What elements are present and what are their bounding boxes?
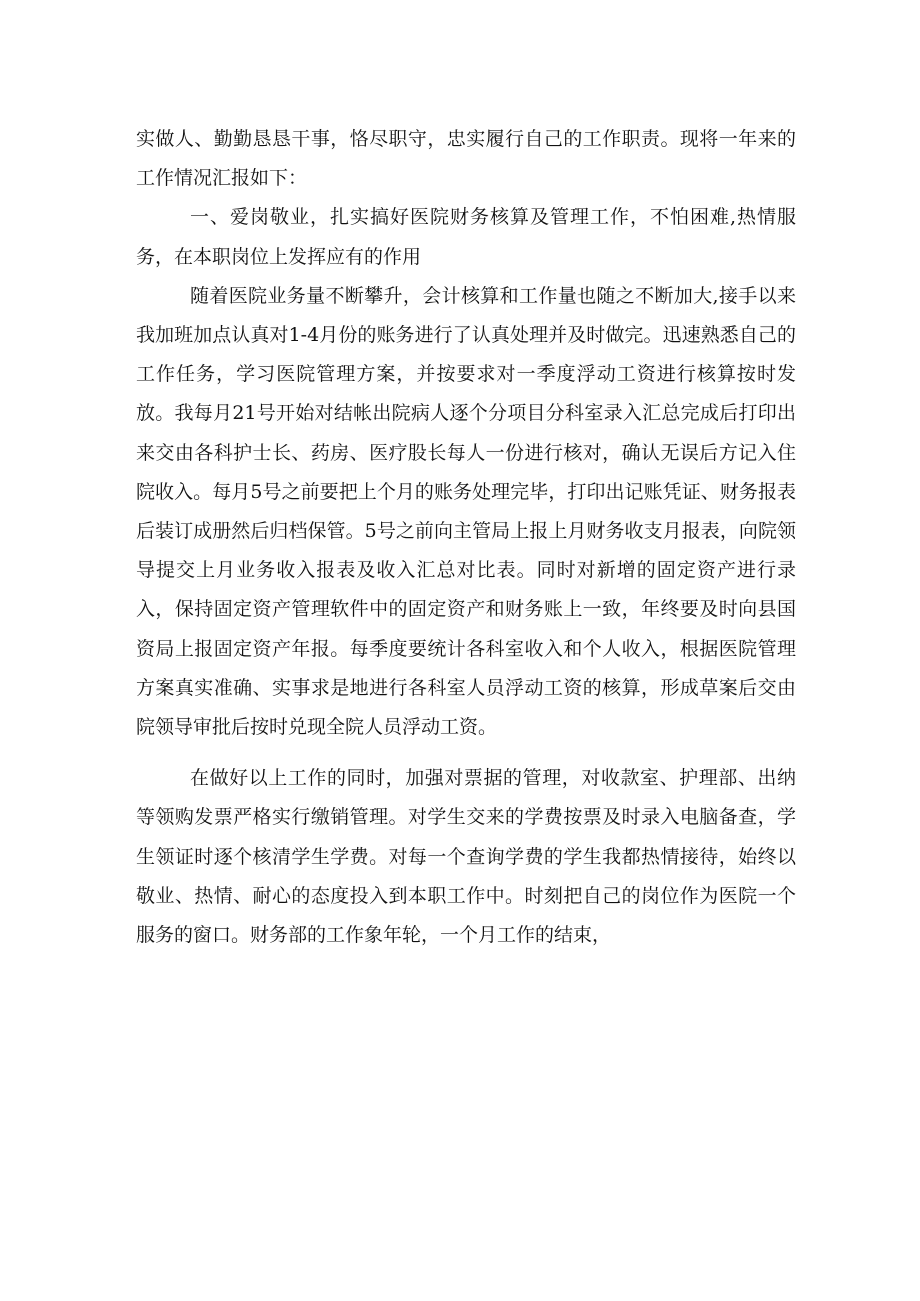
paragraph-intro-continued: 实做人、勤勤恳恳干事，恪尽职守，忠实履行自己的工作职责。现将一年来的工作情况汇报如下：: [136, 128, 796, 190]
paragraph-body-1: 随着医院业务量不断攀升，会计核算和工作量也随之不断加大,接手以来我加班加点认真对1-4月份的账务进行了认真处理并及时做完。迅速熟悉自己的工作任务，学习医院管理方案，并按要求对一季度浮动工资进行核算按时发放。我每月21号开始对结帐出院病人逐个分项目分科室录入汇总完成后打印出来交由各科护士长、药房、医疗股长每人一份进行核对，确认无误后方记入住院收入。每月5号之前要把上个月的账务处理完毕，打印出记账凭证、财务报表后装订成册然后归档保管。5号之前向主管局上报上月财务收支月报表，向院领导提交上月业务收入报表及收入汇总对比表。同时对新增的固定资产进行录入，保持固定资产管理软件中的固定资产和财务账上一致，年终要及时向县国资局上报固定资产年报。每季度要统计各科室收入和个人收入，根据医院管理方案真实准确、实事求是地进行各科室人员浮动工资的核算，形成草案后交由院领导审批后按时兑现全院人员浮动工资。: [136, 284, 796, 739]
section-heading-1: 一、爱岗敬业，扎实搞好医院财务核算及管理工作，不怕困难,热情服务，在本职岗位上发挥应有的作用: [136, 206, 796, 268]
paragraph-body-2: 在做好以上工作的同时，加强对票据的管理，对收款室、护理部、出纳等领购发票严格实行缴销管理。对学生交来的学费按票及时录入电脑备查，学生领证时逐个核清学生学费。对每一个查询学费的学生我都热情接待，始终以敬业、热情、耐心的态度投入到本职工作中。时刻把自己的岗位作为医院一个服务的窗口。财务部的工作象年轮，一个月工作的结束，: [136, 767, 796, 947]
document-body: [136, 120, 796, 955]
